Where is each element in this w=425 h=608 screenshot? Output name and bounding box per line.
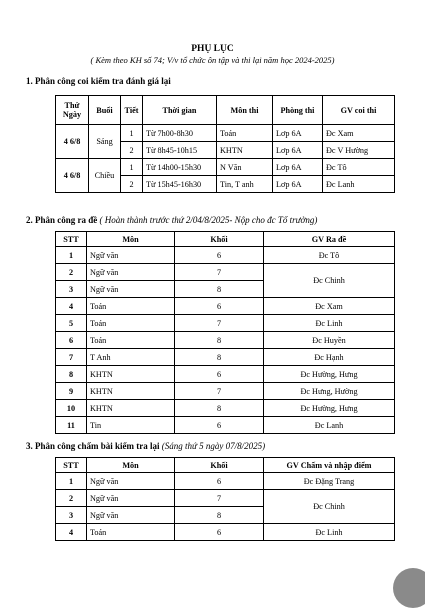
period-cell: 2 [121, 176, 143, 193]
col-header-room: Phòng thi [273, 96, 323, 125]
table-row [56, 298, 395, 315]
stt-cell: 8 [56, 366, 87, 383]
table-row [56, 247, 395, 264]
col-header-session: Buổi [89, 96, 121, 125]
table-row [56, 159, 395, 176]
subject-cell: KHTN [217, 142, 273, 159]
room-cell: Lơp 6A [273, 142, 323, 159]
subject-cell: Tin, T anh [217, 176, 273, 193]
teacher-cell: Đc Xam [264, 298, 395, 315]
stt-cell: 4 [56, 298, 87, 315]
grade-cell: 8 [175, 281, 264, 298]
subject-cell: KHTN [87, 383, 175, 400]
stt-cell: 10 [56, 400, 87, 417]
grade-cell: 8 [175, 507, 264, 524]
grade-cell: 7 [175, 264, 264, 281]
section-1-heading: 1. Phân công coi kiểm tra đánh giá lại [26, 76, 171, 86]
subject-cell: KHTN [87, 400, 175, 417]
time-cell: Từ 15h45-16h30 [143, 176, 217, 193]
table-row [56, 315, 395, 332]
col-header-stt: STT [56, 232, 87, 247]
table-row [56, 332, 395, 349]
day-cell: 4 6/8 [56, 159, 89, 193]
teacher-cell: Đc Hạnh [264, 349, 395, 366]
col-header-grade: Khối [175, 232, 264, 247]
subject-cell: Ngữ văn [87, 281, 175, 298]
room-cell: Lơp 6A [273, 125, 323, 142]
subject-cell: Ngữ văn [87, 507, 175, 524]
subject-cell: Tin [87, 417, 175, 434]
period-cell: 1 [121, 125, 143, 142]
time-cell: Từ 14h00-15h30 [143, 159, 217, 176]
teacher-cell: Đc Linh [264, 524, 395, 541]
period-cell: 2 [121, 142, 143, 159]
table-row [56, 349, 395, 366]
stt-cell: 3 [56, 281, 87, 298]
document-subtitle: ( Kèm theo KH số 74; V/v tổ chức ôn tập và thi lại năm học 2024-2025) [90, 55, 335, 65]
exam-authoring-table [55, 231, 395, 434]
time-cell: Từ 7h00-8h30 [143, 125, 217, 142]
session-cell: Chiều [89, 159, 121, 193]
section-2-note: ( Hoàn thành trước thứ 2/04/8/2025- Nộp cho đc Tổ trưởng) [99, 215, 318, 225]
subject-cell: Ngữ văn [87, 490, 175, 507]
section-2-heading [26, 215, 317, 225]
col-header-teacher: GV coi thi [323, 96, 395, 125]
grade-cell: 6 [175, 473, 264, 490]
grade-cell: 6 [175, 366, 264, 383]
document-title: PHỤ LỤC [191, 44, 234, 54]
subject-cell: KHTN [87, 366, 175, 383]
section-3-note: (Sáng thứ 5 ngày 07/8/2025) [161, 441, 266, 451]
stt-cell: 2 [56, 264, 87, 281]
session-cell: Sáng [89, 125, 121, 159]
scroll-to-top-button[interactable] [393, 568, 425, 608]
teacher-cell: Đc Chinh [264, 490, 395, 524]
teacher-cell: Đc Chinh [264, 264, 395, 298]
subject-cell: Ngữ văn [87, 264, 175, 281]
col-header-time: Thời gian [143, 96, 217, 125]
stt-cell: 11 [56, 417, 87, 434]
subject-cell: Toán [87, 332, 175, 349]
grade-cell: 7 [175, 490, 264, 507]
table-row [56, 400, 395, 417]
col-header-period: Tiết [121, 96, 143, 125]
grade-cell: 6 [175, 247, 264, 264]
table-row [56, 366, 395, 383]
table-row [56, 125, 395, 142]
table-row [56, 264, 395, 281]
grade-cell: 7 [175, 383, 264, 400]
table-row [56, 383, 395, 400]
teacher-cell: Đc Linh [264, 315, 395, 332]
period-cell: 1 [121, 159, 143, 176]
table-header-row [56, 232, 395, 247]
grade-cell: 8 [175, 332, 264, 349]
teacher-cell: Đc Lanh [323, 176, 395, 193]
subject-cell: Ngữ văn [87, 473, 175, 490]
col-header-subject: Môn [87, 458, 175, 473]
col-header-grade: Khối [175, 458, 264, 473]
table-header-row [56, 458, 395, 473]
col-header-teacher: GV Ra đề [264, 232, 395, 247]
room-cell: Lơp 6A [273, 176, 323, 193]
col-header-day: Thứ Ngày [56, 96, 89, 125]
table-row [56, 490, 395, 507]
subject-cell: Toán [87, 524, 175, 541]
table-row [56, 524, 395, 541]
col-header-teacher: GV Chấm và nhập điểm [264, 458, 395, 473]
col-header-stt: STT [56, 458, 87, 473]
grade-cell: 6 [175, 417, 264, 434]
teacher-cell: Đc Đặng Trang [264, 473, 395, 490]
teacher-cell: Đc Huyền [264, 332, 395, 349]
exam-authoring-rows [56, 247, 395, 434]
teacher-cell: Đc Lanh [264, 417, 395, 434]
time-cell: Từ 8h45-10h15 [143, 142, 217, 159]
col-header-subject: Môn thi [217, 96, 273, 125]
subject-cell: Toán [217, 125, 273, 142]
subject-cell: Ngữ văn [87, 247, 175, 264]
stt-cell: 1 [56, 247, 87, 264]
grading-table [55, 457, 395, 541]
section-2-title: 2. Phân công ra đề [26, 215, 98, 225]
stt-cell: 1 [56, 473, 87, 490]
grade-cell: 8 [175, 349, 264, 366]
grade-cell: 7 [175, 315, 264, 332]
section-3-heading [26, 441, 265, 451]
table-row [56, 417, 395, 434]
teacher-cell: Đc V Hường [323, 142, 395, 159]
stt-cell: 4 [56, 524, 87, 541]
stt-cell: 2 [56, 490, 87, 507]
teacher-cell: Đc Hưng, Hường [264, 383, 395, 400]
day-cell: 4 6/8 [56, 125, 89, 159]
col-header-subject: Môn [87, 232, 175, 247]
grade-cell: 6 [175, 298, 264, 315]
subject-cell: T Anh [87, 349, 175, 366]
grade-cell: 6 [175, 524, 264, 541]
teacher-cell: Đc Hường, Hưng [264, 366, 395, 383]
section-3-title: 3. Phân công chấm bài kiểm tra lại [26, 441, 160, 451]
grade-cell: 8 [175, 400, 264, 417]
stt-cell: 9 [56, 383, 87, 400]
stt-cell: 6 [56, 332, 87, 349]
teacher-cell: Đc Tô [323, 159, 395, 176]
stt-cell: 3 [56, 507, 87, 524]
subject-cell: N Văn [217, 159, 273, 176]
exam-supervision-table [55, 95, 395, 193]
teacher-cell: Đc Hường, Hưng [264, 400, 395, 417]
grading-rows [56, 473, 395, 541]
teacher-cell: Đc Xam [323, 125, 395, 142]
table-row [56, 473, 395, 490]
subject-cell: Toán [87, 298, 175, 315]
teacher-cell: Đc Tô [264, 247, 395, 264]
room-cell: Lơp 6A [273, 159, 323, 176]
stt-cell: 7 [56, 349, 87, 366]
subject-cell: Toán [87, 315, 175, 332]
stt-cell: 5 [56, 315, 87, 332]
table-header-row [56, 96, 395, 125]
